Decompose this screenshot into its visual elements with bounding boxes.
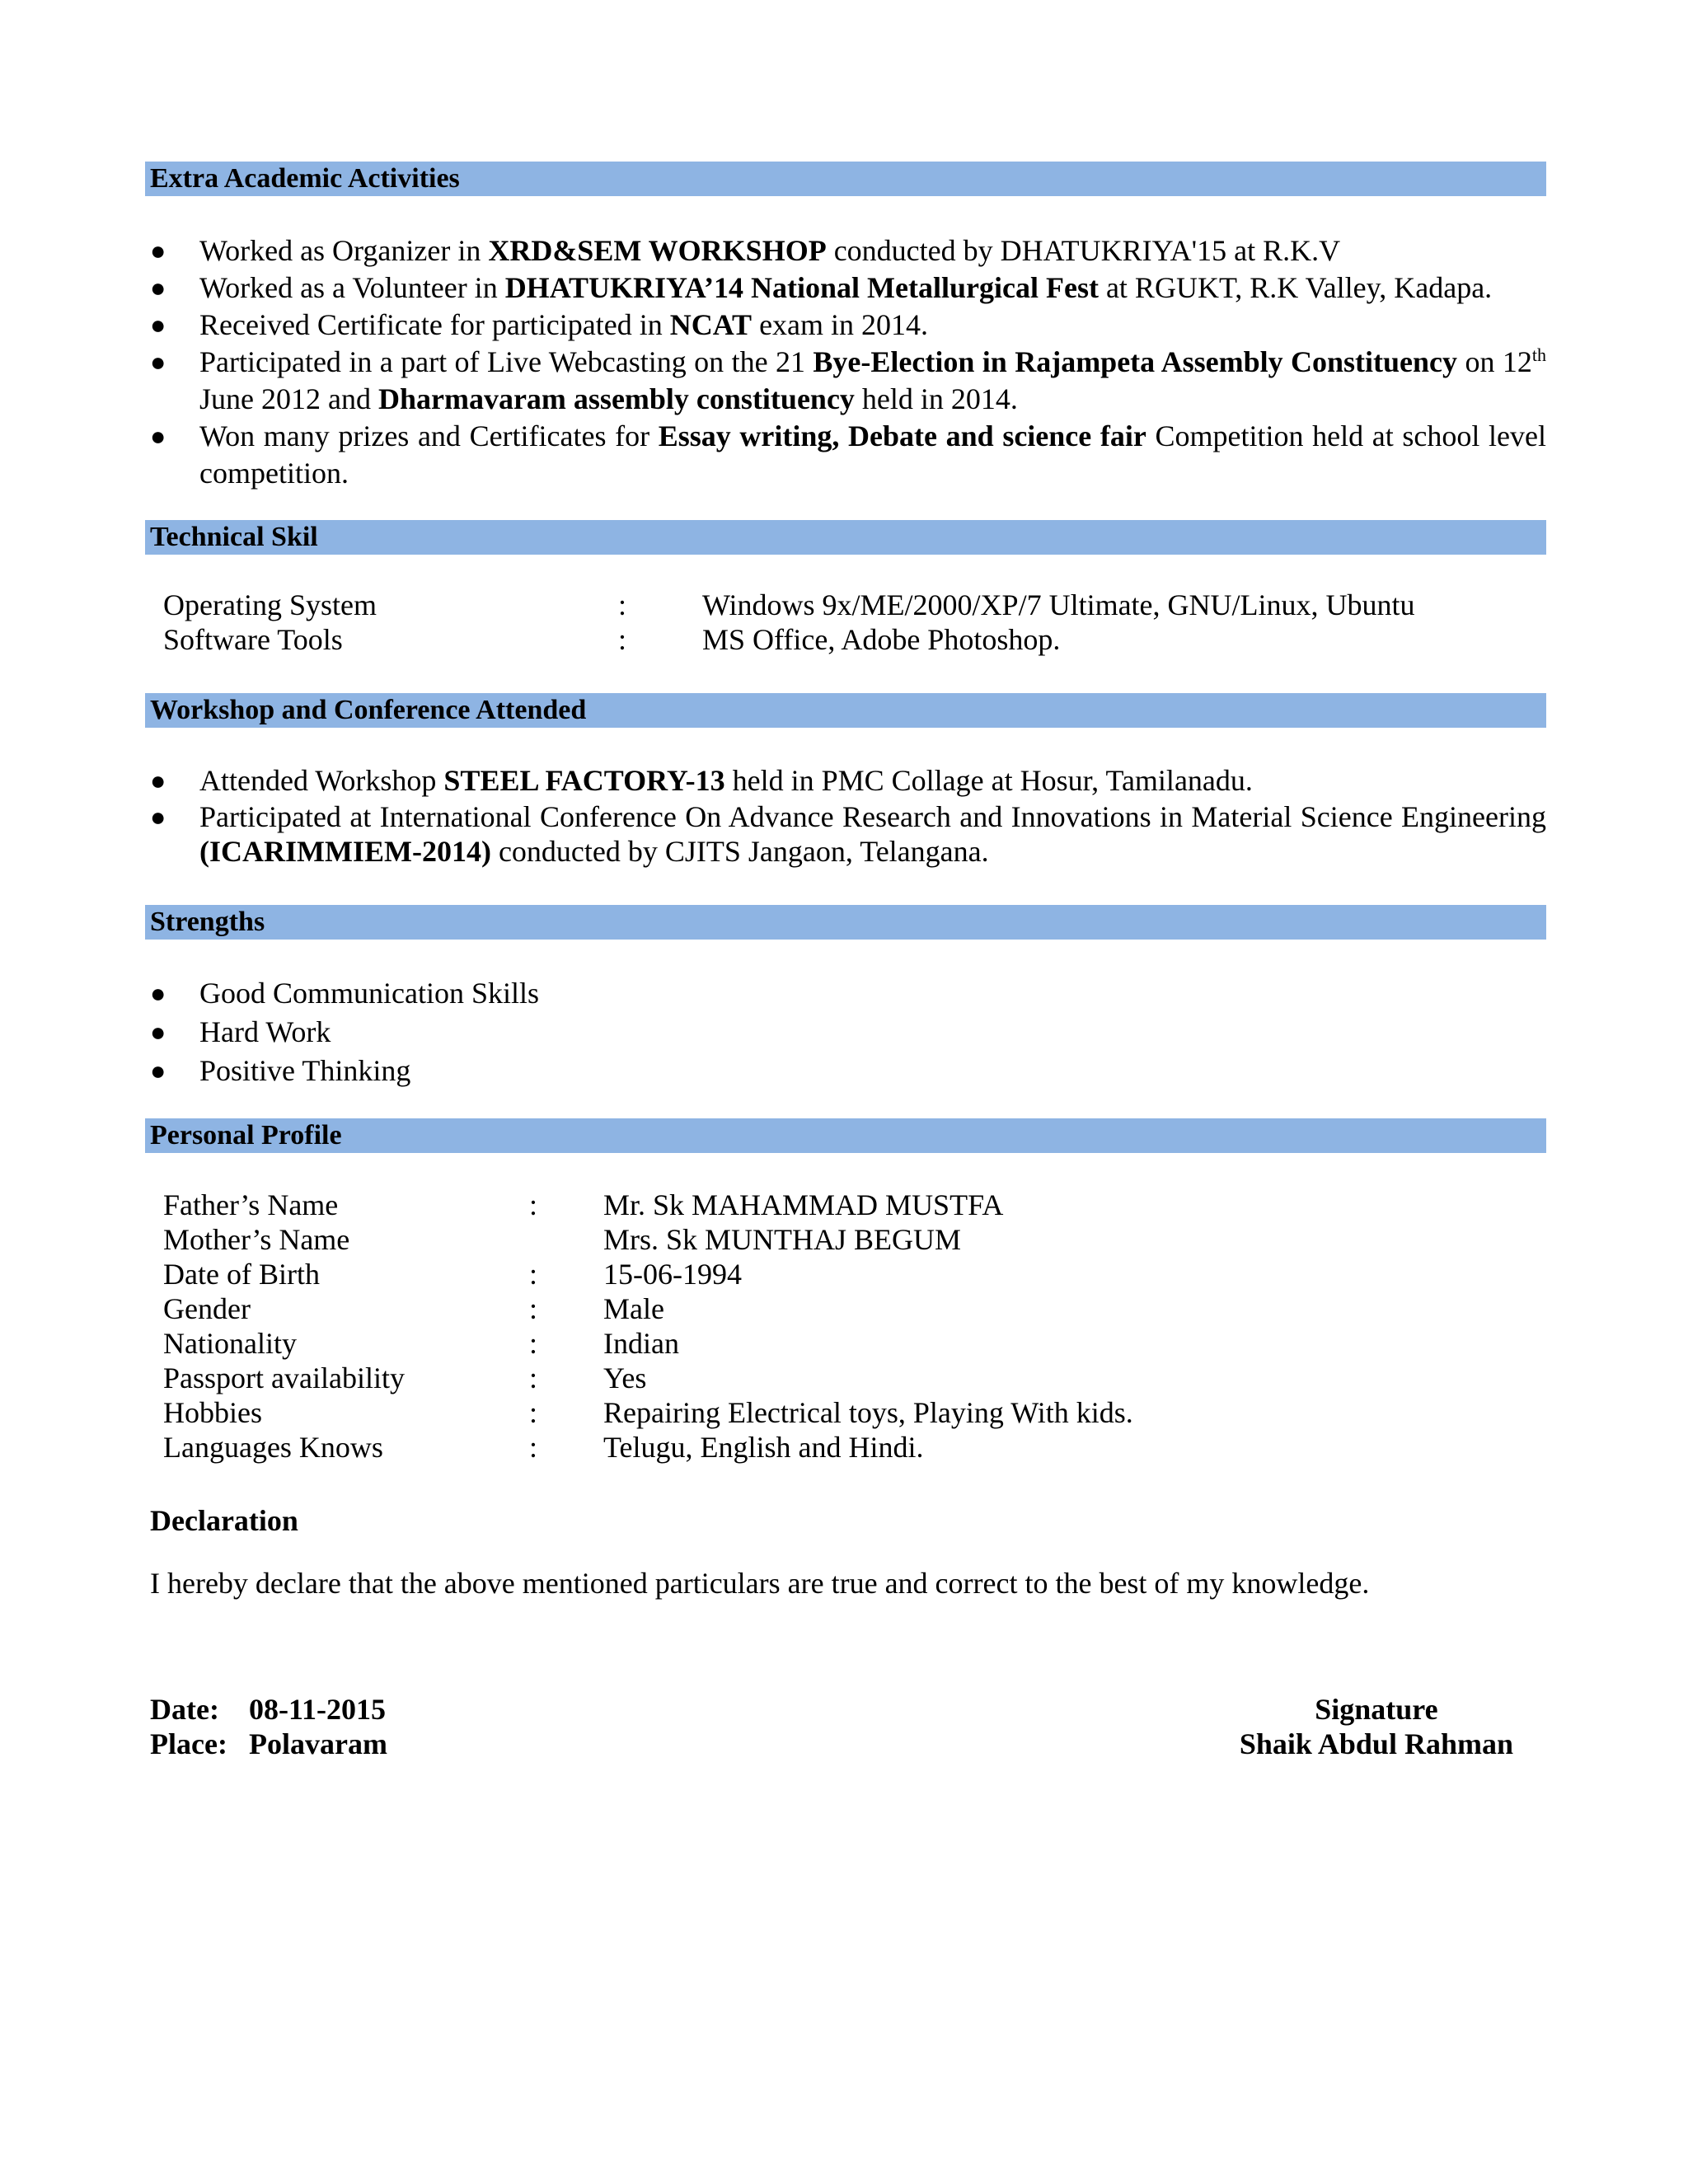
section-header-workshop: Workshop and Conference Attended [145,693,1546,728]
bullet-icon: ● [150,421,166,451]
table-row: Gender : Male [163,1292,664,1325]
table-row: Languages Knows : Telugu, English and Hindi. [163,1431,924,1464]
bullet-icon: ● [150,310,166,340]
bullet-icon: ● [150,347,166,377]
strengths-list [145,974,1546,1090]
list-item: ● Received Certificate for participated in NCAT exam in 2014. [145,307,1546,344]
list-item: ● Participated at International Conference On Advance Research and Innovations in Material Science Engineering (ICARIMMIEM-2014) conducted by CJITS Jangaon, Telangana. [150,800,1546,868]
bullet-icon: ● [150,273,166,302]
table-row: Passport availability : Yes [163,1361,647,1394]
date-place-block [145,1692,387,1761]
technical-skills-table [145,588,1546,657]
section-header-strengths: Strengths [145,905,1546,940]
list-item: ● Won many prizes and Certificates for Essay writing, Debate and science fair Competition held at school level competition. [150,419,1546,490]
bullet-icon: ● [150,236,166,265]
signature-block [1240,1692,1546,1761]
resume-content [145,162,1546,1761]
personal-profile-table [145,1188,1546,1465]
table-row: Nationality : Indian [163,1327,679,1360]
list-item: ● Positive Thinking [145,1052,1546,1090]
bullet-icon: ● [150,978,166,1008]
table-row: Date of Birth : 15-06-1994 [163,1258,742,1291]
date-value: 08-11-2015 [249,1693,386,1726]
signature-footer [145,1692,1546,1761]
table-row: Father’s Name : Mr. Sk MAHAMMAD MUSTFA [163,1188,1004,1221]
section-header-extra-academic: Extra Academic Activities [145,162,1546,196]
place-value: Polavaram [249,1727,387,1760]
extra-activities-list [145,232,1546,492]
list-item: ● Worked as Organizer in XRD&SEM WORKSHOP conducted by DHATUKRIYA'15 at R.K.V [145,232,1546,269]
signature-label: Signature [1315,1693,1438,1726]
date-label: Date: [150,1693,219,1726]
declaration-text: I hereby declare that the above mentioned particulars are true and correct to the best of my knowledge. [150,1567,1370,1600]
list-item: ● Attended Workshop STEEL FACTORY-13 held in PMC Collage at Hosur, Tamilanadu. [145,762,1546,799]
table-row: Hobbies : Repairing Electrical toys, Playing With kids. [163,1396,1133,1429]
workshop-list [145,762,1546,869]
bullet-icon: ● [150,766,166,795]
table-row: Mother’s Name Mrs. Sk MUNTHAJ BEGUM [163,1223,962,1256]
signature-name: Shaik Abdul Rahman [1239,1727,1513,1760]
list-item: ● Hard Work [145,1013,1546,1052]
section-header-technical: Technical Skil [145,520,1546,555]
list-item: ● Good Communication Skills [145,974,1546,1013]
table-row: Software Tools : MS Office, Adobe Photoshop. [163,623,1061,656]
declaration-title: Declaration [150,1504,298,1537]
bullet-icon: ● [150,1056,166,1085]
list-item: ● Participated in a part of Live Webcasting on the 21 Bye-Election in Rajampeta Assembly Constituency on 12th June 2012 and Dharmavaram assembly constituency held in 2014. [150,344,1547,415]
bullet-icon: ● [150,1017,166,1047]
bullet-icon: ● [150,802,166,832]
list-item: ● Worked as a Volunteer in DHATUKRIYA’14 National Metallurgical Fest at RGUKT, R.K Valley, Kadapa. [145,269,1546,307]
section-header-personal-profile: Personal Profile [145,1118,1546,1153]
place-label: Place: [150,1727,227,1760]
table-row: Operating System : Windows 9x/ME/2000/XP/7 Ultimate, GNU/Linux, Ubuntu [163,588,1415,621]
